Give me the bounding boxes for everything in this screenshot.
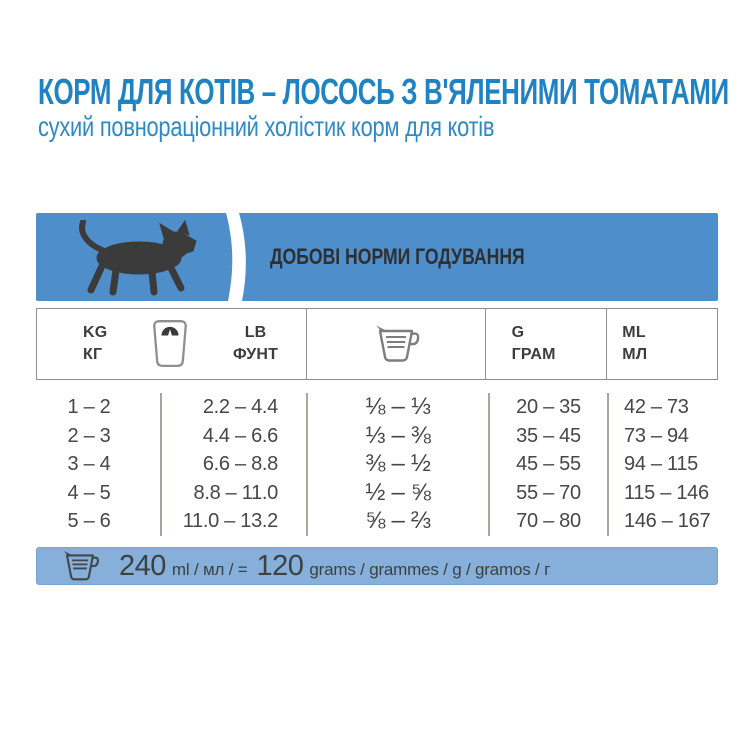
measuring-cup-icon	[372, 323, 420, 365]
unit-ml-uk: МЛ	[622, 346, 648, 363]
unit-lb-en: LB	[244, 324, 267, 342]
table-cell: ⅓ – ⅜	[365, 421, 431, 449]
table-cell: 3 – 4	[67, 453, 111, 476]
table-cell: 2.2 – 4.4	[202, 396, 278, 418]
unit-g-uk: ГРАМ	[511, 346, 556, 363]
table-cell: 5 – 6	[67, 510, 111, 533]
unit-g-en: G	[511, 324, 525, 342]
conversion-bar	[36, 547, 718, 585]
header-cell-grams	[485, 309, 607, 379]
unit-kg-en: KG	[83, 324, 108, 342]
table-cell: ⅜ – ½	[365, 450, 431, 478]
weight-value: 120	[256, 549, 304, 582]
header-cell-cup	[306, 309, 484, 379]
volume-units: ml / мл / =	[171, 559, 248, 579]
table-cell: 20 – 35	[516, 396, 581, 418]
table-cell: 2 – 3	[67, 424, 111, 447]
table-cell: 11.0 – 13.2	[182, 510, 278, 533]
feeding-banner	[36, 213, 718, 301]
weight-units: grams / grammes / g / gramos / г	[309, 559, 551, 579]
table-column-lb	[160, 393, 306, 536]
table-cell: 4.4 – 6.6	[202, 424, 278, 447]
table-cell: 8.8 – 11.0	[193, 481, 278, 504]
table-column-cups	[306, 393, 488, 536]
table-cell: 35 – 45	[516, 424, 581, 447]
measuring-cup-icon	[59, 549, 101, 583]
header-cell-weight	[37, 309, 306, 379]
unit-kg-uk: КГ	[83, 346, 103, 363]
table-cell: 73 – 94	[624, 424, 689, 447]
table-cell: 55 – 70	[516, 481, 581, 504]
table-cell: 1 – 2	[67, 396, 111, 418]
table-cell: ½ – ⅝	[365, 478, 431, 506]
feeding-table-body	[36, 393, 718, 536]
banner-title: ДОБОВІ НОРМИ ГОДУВАННЯ	[270, 244, 525, 269]
table-column-kg	[36, 393, 160, 536]
header-cell-ml	[606, 309, 717, 379]
unit-ml-en: ML	[622, 324, 646, 342]
table-cell: 115 – 146	[624, 481, 709, 504]
unit-lb-uk: ФУНТ	[233, 346, 279, 363]
table-cell: 42 – 73	[624, 396, 689, 418]
table-cell: ⅝ – ⅔	[365, 507, 431, 535]
table-cell: 94 – 115	[624, 453, 698, 476]
table-column-grams	[488, 393, 607, 536]
table-cell: 146 – 167	[624, 510, 711, 533]
product-subtitle: сухий повнораціонний холістик корм для котів	[38, 111, 495, 142]
table-column-ml	[607, 393, 718, 536]
table-cell: ⅛ – ⅓	[365, 393, 431, 420]
table-cell: 4 – 5	[67, 481, 111, 504]
product-title: КОРМ ДЛЯ КОТІВ – ЛОСОСЬ З В'ЯЛЕНИМИ ТОМАТАМИ	[38, 71, 729, 112]
conversion-text	[119, 550, 550, 583]
table-cell: 70 – 80	[516, 510, 581, 533]
table-cell: 45 – 55	[516, 453, 581, 476]
scale-icon	[151, 318, 189, 370]
feeding-table-header	[36, 308, 718, 380]
volume-value: 240	[119, 549, 166, 582]
table-cell: 6.6 – 8.8	[202, 453, 278, 476]
